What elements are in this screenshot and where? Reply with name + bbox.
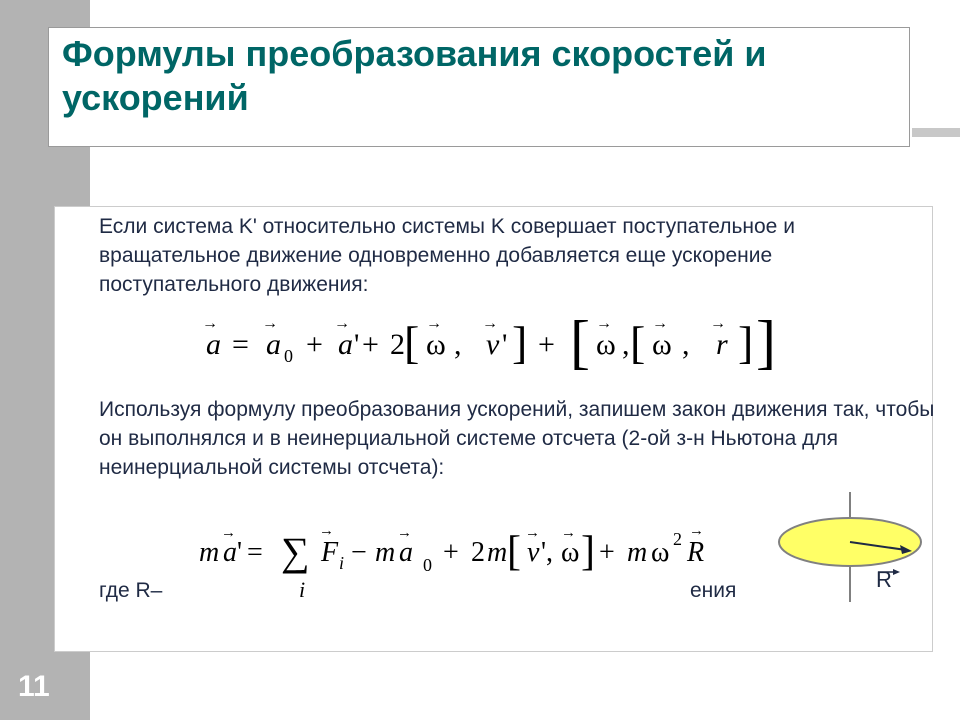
svg-text:→: → (710, 315, 726, 332)
svg-text:a: a (266, 328, 281, 361)
formula-newton-noninertial (195, 519, 755, 609)
svg-text:∑: ∑ (281, 529, 310, 574)
svg-text:→: → (596, 315, 612, 332)
formula-1-text (202, 309, 776, 375)
svg-text:0: 0 (284, 346, 293, 366)
radius-label-arrowhead-icon (893, 569, 900, 575)
svg-text:F: F (321, 537, 339, 568)
svg-text:→: → (319, 523, 334, 539)
svg-text:=: = (232, 328, 249, 361)
svg-text:m: m (375, 537, 396, 568)
svg-text:→: → (334, 315, 350, 332)
svg-text:→: → (221, 525, 236, 541)
svg-text:]: ] (756, 309, 776, 375)
svg-text:i: i (339, 553, 345, 573)
svg-text:a: a (338, 328, 353, 361)
svg-text:→: → (652, 315, 668, 332)
svg-text:[: [ (507, 529, 521, 575)
svg-text:ω: ω (596, 328, 616, 361)
svg-text:v: v (486, 328, 500, 361)
svg-text:→: → (397, 525, 412, 541)
svg-text:R: R (687, 537, 705, 568)
svg-text:+: + (306, 328, 323, 361)
svg-text:m: m (627, 537, 648, 568)
svg-text:[: [ (570, 309, 590, 375)
svg-text:m: m (487, 537, 508, 568)
paragraph-2: Используя формулу преобразования ускорений, запишем закон движения так, чтобы он выполнялся и в неинерциальной системе отсчета (2-ой з-н Ньютона для неинерциальной системы отсчета): (99, 398, 935, 479)
svg-text:]: ] (512, 317, 528, 368)
right-decor-bar (912, 128, 960, 137)
svg-text:ω: ω (561, 537, 580, 568)
svg-text:2: 2 (673, 529, 682, 549)
svg-text:m: m (199, 537, 220, 568)
svg-text:,: , (622, 328, 630, 361)
svg-text:v: v (527, 537, 540, 568)
svg-text:+: + (538, 328, 555, 361)
rotating-disk-diagram (778, 492, 938, 612)
svg-text:ω: ω (652, 328, 672, 361)
svg-text:[: [ (404, 317, 420, 368)
page-number: 11 (18, 670, 50, 703)
svg-text:→: → (482, 315, 498, 332)
svg-text:→: → (689, 523, 704, 539)
where-text-end: ения (690, 579, 737, 602)
svg-text:': ' (237, 537, 243, 568)
svg-text:,: , (454, 328, 462, 361)
svg-text:i: i (299, 577, 306, 602)
svg-text:': ' (354, 328, 360, 361)
svg-text:a: a (223, 537, 237, 568)
svg-text:a: a (399, 537, 413, 568)
svg-text:0: 0 (423, 555, 432, 575)
svg-text:a: a (206, 328, 221, 361)
where-text-start: где R– (99, 579, 163, 602)
svg-text:]: ] (738, 317, 754, 368)
svg-text:',: ', (541, 537, 554, 568)
slide-title: Формулы преобразования скоростей и ускорений (62, 33, 767, 118)
svg-text:r: r (716, 328, 728, 361)
svg-text:,: , (682, 328, 690, 361)
svg-text:ω: ω (426, 328, 446, 361)
svg-text:→: → (202, 315, 218, 332)
svg-text:2: 2 (471, 537, 485, 568)
formula-2-text (199, 523, 704, 602)
svg-text:]: ] (581, 529, 595, 575)
svg-text:[: [ (630, 317, 646, 368)
svg-text:2: 2 (390, 328, 405, 361)
svg-text:+: + (599, 537, 615, 568)
svg-text:+: + (443, 537, 459, 568)
svg-text:→: → (561, 525, 576, 541)
svg-text:→: → (525, 525, 540, 541)
formula-acceleration-transform (200, 304, 800, 374)
svg-text:': ' (502, 328, 508, 361)
svg-text:=: = (247, 537, 263, 568)
svg-text:→: → (426, 315, 442, 332)
paragraph-1: Если система K' относительно системы K совершает поступательное и вращательное движение одновременно добавляется еще ускорение поступательного движения: (99, 215, 795, 296)
radius-label: R (876, 567, 892, 592)
svg-text:ω: ω (651, 537, 670, 568)
svg-text:−: − (351, 537, 367, 568)
svg-text:+: + (362, 328, 379, 361)
svg-text:→: → (262, 315, 278, 332)
